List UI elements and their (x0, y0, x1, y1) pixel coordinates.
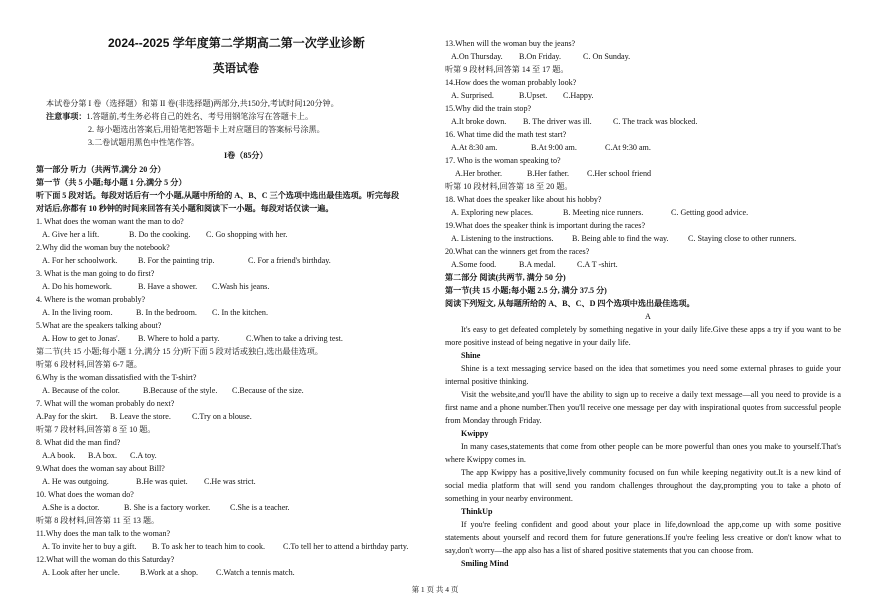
option-a: A. Listening to the instructions. (451, 234, 554, 243)
listening-section-2: 第二节(共 15 小题;每小题 1 分,满分 15 分)听下面 5 段对话或独白,选出最佳选项。 (36, 347, 323, 356)
question-17-stem: 17. Who is the woman speaking to? (445, 156, 561, 165)
option-c: C.Happy. (563, 91, 594, 100)
option-c: C.Try on a blouse. (192, 412, 252, 421)
option-c: C. Staying close to other runners. (688, 234, 797, 243)
option-b: B.Upset. (519, 91, 548, 100)
note-3: 3.二卷试题用黑色中性笔作答。 (88, 138, 200, 147)
question-10-stem: 10. What does the woman do? (36, 490, 134, 499)
option-b: B. Leave the store. (110, 412, 171, 421)
option-c: C. Getting good advice. (671, 208, 749, 217)
question-18-stem: 18. What does the speaker like about his hobby? (445, 195, 602, 204)
app-heading-kwippy: Kwippy (461, 429, 489, 438)
option-a: A. Because of the color. (42, 386, 120, 395)
note-1: 1.答题前,考生务必将自己的姓名、考号用钢笔涂写在答题卡上。 (86, 112, 314, 121)
passage-paragraph-1: It's easy to get defeated completely by something negative in your daily life.Give these apps a try if you want to be more positive instead of being negative in your daily life. (445, 325, 841, 347)
option-c: C.A toy. (130, 451, 157, 460)
question-1-stem: 1. What does the woman want the man to do? (36, 217, 184, 226)
listening-part-heading: 第一部分 听力（共两节,满分 20 分） (36, 165, 166, 174)
option-b: B. Being able to find the way. (572, 234, 669, 243)
question-19-stem: 19.What does the speaker think is important during the races? (445, 221, 646, 230)
option-a: A. How to get to Jonas'. (42, 334, 120, 343)
option-c: C. The track was blocked. (613, 117, 698, 126)
option-b: B.Because of the style. (143, 386, 218, 395)
option-a: A.Pay for the skirt. (36, 412, 98, 421)
option-c: C.He was strict. (204, 477, 256, 486)
option-c: C.A T -shirt. (577, 260, 618, 269)
intro-text: 本试卷分第 I 卷（选择题）和第 II 卷(非选择题)两部分,共150分,考试时间120分钟。 (46, 99, 339, 108)
option-a: A.Some food. (451, 260, 497, 269)
question-8-stem: 8. What did the man find? (36, 438, 121, 447)
option-b: B. The driver was ill. (523, 117, 592, 126)
option-b: B. Meeting nice runners. (563, 208, 644, 217)
question-16-stem: 16. What time did the math test start? (445, 130, 567, 139)
option-a: A. To invite her to buy a gift. (42, 542, 137, 551)
material-10-note: 听第 10 段材料,回答第 18 至 20 题。 (445, 182, 573, 191)
passage-label: A (645, 312, 651, 321)
option-c: C.Wash his jeans. (212, 282, 270, 291)
option-b: B.He was quiet. (136, 477, 188, 486)
option-b: B. She is a factory worker. (124, 503, 211, 512)
reading-part-heading: 第二部分 阅读(共两节, 满分 50 分) (445, 273, 566, 282)
listening-section-1: 第一节（共 5 小题;每小题 1 分,满分 5 分） (36, 178, 187, 187)
passage-paragraph-2: Shine is a text messaging service based on the idea that sometimes you need some external phrases to guide your internal positive thinking. (445, 364, 841, 386)
material-9-note: 听第 9 段材料,回答第 14 至 17 题。 (445, 65, 569, 74)
option-b: B.Work at a shop. (140, 568, 199, 577)
option-a: A. In the living room. (42, 308, 113, 317)
option-c: C. Go shopping with her. (206, 230, 288, 239)
listening-instructions-2: 对话后,你都有 10 秒钟的时间来回答有关小题和阅读下一小题。每段对话仅读一遍。 (36, 204, 334, 213)
listening-instructions-1: 听下面 5 段对话。每段对话后有一个小题,从题中所给的 A、B、C 三个选项中选出最佳选项。听完每段 (36, 191, 400, 200)
reading-section-1: 第一节(共 15 小题;每小题 2.5 分, 满分 37.5 分) (445, 286, 607, 295)
note-2: 2. 每小题选出答案后,用铅笔把答题卡上对应题目的答案标号涂黑。 (88, 125, 325, 134)
option-a: A.On Thursday. (451, 52, 503, 61)
option-a: A.A book. (42, 451, 76, 460)
question-6-stem: 6.Why is the woman dissatisfied with the T-shirt? (36, 373, 197, 382)
passage-paragraph-3: Visit the website,and you'll have the ability to sign up to receive a daily text message—all you need to provide is a first name and a phone number.Then you'll receive one message per day with inspirational quotes from successful people from Monday through Friday. (445, 390, 841, 425)
option-c: C.She is a teacher. (230, 503, 290, 512)
exam-title: 2024--2025 学年度第二学期高二第一次学业诊断 (108, 36, 365, 50)
material-6-note: 听第 6 段材料,回答第 6-7 题。 (36, 360, 142, 369)
option-c: C.Because of the size. (232, 386, 304, 395)
question-5-stem: 5.What are the speakers talking about? (36, 321, 162, 330)
volume-heading: I卷（85分） (224, 151, 268, 160)
material-8-note: 听第 8 段材料,回答第 11 至 13 题。 (36, 516, 160, 525)
option-a: A. Exploring new places. (451, 208, 534, 217)
reading-instructions: 阅读下列短文, 从每题所给的 A、B、C、D 四个选项中选出最佳选项。 (445, 299, 695, 308)
material-7-note: 听第 7 段材料,回答第 8 至 10 题。 (36, 425, 156, 434)
option-c: C. On Sunday. (583, 52, 631, 61)
passage-paragraph-5: The app Kwippy has a positive,lively community focused on fun while keeping negativity out.It is a new kind of social media platform that will send you random challenges throughout the day,prompting you to take a photo of something in your nearby environment. (445, 468, 841, 503)
option-b: B. Have a shower. (138, 282, 198, 291)
option-a: A. Give her a lift. (42, 230, 100, 239)
question-9-stem: 9.What does the woman say about Bill? (36, 464, 165, 473)
question-14-stem: 14.How does the woman probably look? (445, 78, 577, 87)
question-11-stem: 11.Why does the man talk to the woman? (36, 529, 171, 538)
app-heading-shine: Shine (461, 351, 481, 360)
option-c: C.To tell her to attend a birthday party. (283, 542, 409, 551)
option-a: A.At 8:30 am. (451, 143, 498, 152)
option-c: C.When to take a driving test. (246, 334, 343, 343)
question-4-stem: 4. Where is the woman probably? (36, 295, 146, 304)
option-b: B. Do the cooking. (129, 230, 191, 239)
option-b: B.Her father. (527, 169, 570, 178)
option-b: B. Where to hold a party. (138, 334, 220, 343)
option-c: C.Watch a tennis match. (216, 568, 295, 577)
option-a: A. He was outgoing. (42, 477, 109, 486)
option-a: A.She is a doctor. (42, 503, 100, 512)
option-b: B. To ask her to teach him to cook. (152, 542, 266, 551)
exam-subtitle: 英语试卷 (213, 63, 259, 75)
option-b: B.At 9:00 am. (531, 143, 577, 152)
option-a: A.It broke down. (451, 117, 507, 126)
option-a: A. Look after her uncle. (42, 568, 120, 577)
option-a: A.Her brother. (455, 169, 502, 178)
option-c: C. In the kitchen. (212, 308, 268, 317)
option-b: B.On Friday. (519, 52, 561, 61)
notes-label: 注意事项： (46, 112, 87, 121)
option-a: A. Do his homework. (42, 282, 112, 291)
option-c: C. For a friend's birthday. (248, 256, 331, 265)
app-heading-thinkup: ThinkUp (461, 507, 493, 516)
question-7-stem: 7. What will the woman probably do next? (36, 399, 175, 408)
notes-line-1 (46, 111, 313, 122)
question-15-stem: 15.Why did the train stop? (445, 104, 532, 113)
option-a: A. Surprised. (451, 91, 494, 100)
option-b: B. In the bedroom. (136, 308, 197, 317)
question-12-stem: 12.What will the woman do this Saturday? (36, 555, 175, 564)
option-c: C.Her school friend (587, 169, 652, 178)
question-20-stem: 20.What can the winners get from the races? (445, 247, 590, 256)
question-13-stem: 13.When will the woman buy the jeans? (445, 39, 576, 48)
passage-paragraph-6: If you're feeling confident and good about your place in life,download the app,come up with some positive statements about yourself and record them for future generations.If you're feeling less creative or don't know what to say,don't worry—the app also has a list of shared positive statements that you can choose from. (445, 520, 841, 555)
option-b: B. For the painting trip. (138, 256, 215, 265)
passage-paragraph-4: In many cases,statements that come from other people can be more powerful than ones you make to yourself.That's where Kwippy comes in. (445, 442, 841, 464)
option-b: B.A box. (88, 451, 118, 460)
page-footer: 第 1 页 共 4 页 (411, 585, 459, 594)
question-2-stem: 2.Why did the woman buy the notebook? (36, 243, 170, 252)
app-heading-smiling-mind: Smiling Mind (461, 559, 509, 568)
option-b: B.A medal. (519, 260, 556, 269)
question-3-stem: 3. What is the man going to do first? (36, 269, 155, 278)
option-a: A. For her schoolwork. (42, 256, 118, 265)
option-c: C.At 9:30 am. (605, 143, 651, 152)
